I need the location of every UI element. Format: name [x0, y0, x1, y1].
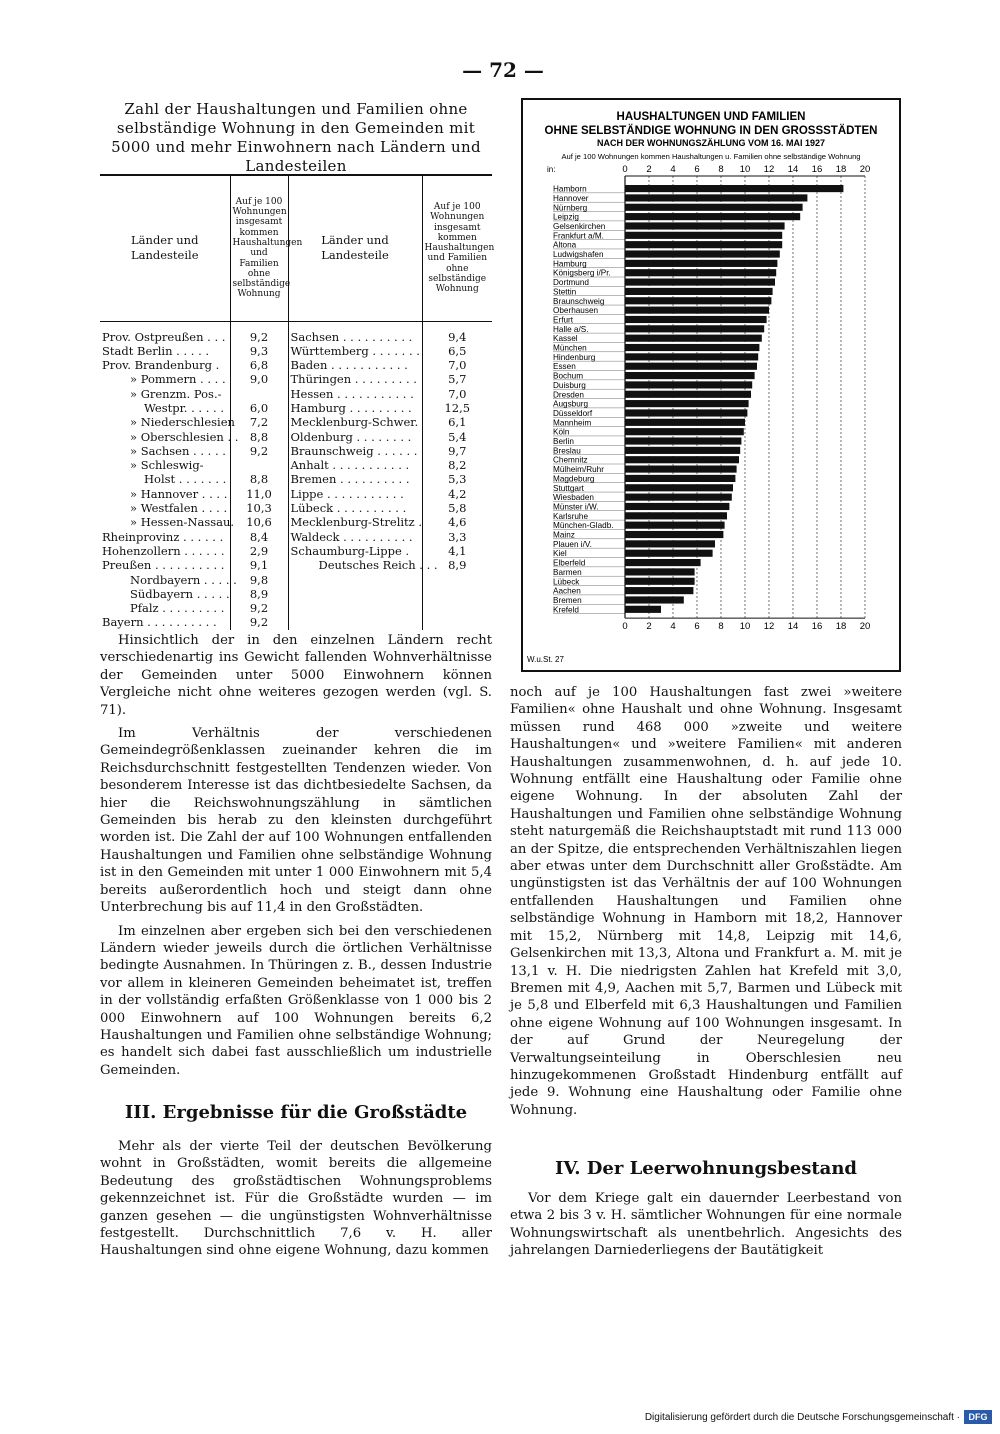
- chart-category-label: Braunschweig: [553, 296, 605, 306]
- cell-value-right: 7,0: [422, 358, 492, 372]
- chart-bar: [625, 353, 758, 360]
- chart-tick-label-bottom: 6: [694, 621, 700, 633]
- cell-name-right: Thüringen . . . . . . . . .: [288, 372, 422, 386]
- cell-name-left: » Oberschlesien . .: [130, 429, 239, 444]
- chart-category-label: Dortmund: [553, 278, 589, 288]
- chart-bar: [625, 391, 751, 398]
- cell-value-left: 2,9: [230, 544, 288, 558]
- cell-value-right: 8,9: [422, 558, 492, 572]
- chart-category-label: Plauen i/V.: [553, 539, 592, 549]
- chart-bar: [625, 606, 661, 613]
- cell-value-left: 9,8: [230, 573, 288, 587]
- table-row: [100, 544, 492, 558]
- col-header-name-right: Länder und Landesteile: [288, 175, 422, 321]
- cell-value-right: 5,8: [422, 501, 492, 515]
- chart-tick-label-bottom: 8: [718, 621, 724, 633]
- cell-name-right: Sachsen . . . . . . . . . .: [288, 330, 422, 344]
- cell-name-left: Preußen . . . . . . . . . .: [102, 558, 225, 573]
- cell-name-left: Rheinprovinz . . . . . .: [102, 529, 224, 544]
- chart-tick-label-bottom: 18: [835, 621, 847, 633]
- chart-subtitle: NACH DER WOHNUNGSZÄHLUNG VOM 16. MAI 1927: [596, 138, 826, 148]
- chart-bar: [625, 335, 762, 342]
- left-column-text: [100, 632, 492, 1085]
- cell-name-right: Baden . . . . . . . . . . .: [288, 358, 422, 372]
- right-column-text-2: [510, 1190, 902, 1266]
- chart-tick-label-top: 0: [622, 164, 628, 175]
- chart-category-label: Oberhausen: [553, 306, 599, 316]
- col-header-value-left: Auf je 100 Wohnungen insgesamt kommen Haushaltungen und Familien ohne selbständige Wohnung: [230, 175, 288, 321]
- cell-value-left: [230, 458, 288, 472]
- chart-category-label: Wiesbaden: [553, 493, 594, 503]
- chart-category-label: Köln: [553, 427, 570, 437]
- chart-category-labels: [553, 185, 625, 615]
- chart-tick-label-bottom: 20: [859, 621, 871, 633]
- chart-bar: [625, 447, 740, 454]
- chart-category-label: Kiel: [553, 549, 567, 559]
- table-row: [100, 444, 492, 458]
- cell-name-left: » Hannover . . . .: [130, 486, 228, 501]
- section-heading-4: IV. Der Leerwohnungsbestand: [554, 1158, 858, 1179]
- cell-name-right: Anhalt . . . . . . . . . . .: [288, 458, 422, 472]
- table-row: [100, 558, 492, 572]
- chart-category-label: Hamburg: [553, 259, 587, 269]
- chart-category-label: Ludwigshafen: [553, 250, 604, 259]
- cell-name-left: Südbayern . . . . .: [130, 586, 230, 601]
- chart-bar: [625, 204, 803, 211]
- chart-category-label: Aachen: [553, 586, 581, 596]
- cell-name-left: » Grenzm. Pos.-: [130, 386, 222, 401]
- cell-name-right: Lippe . . . . . . . . . . .: [288, 487, 422, 501]
- cell-name-right: Oldenburg . . . . . . . .: [288, 430, 422, 444]
- paragraph: Vor dem Kriege galt ein dauernder Leerbestand von etwa 2 bis 3 v. H. sämtlicher Wohnungen für eine normale Wohnungswirtschaft als unentbehrlich. Angesichts des jahrelangen Darniederliegens der Bautätigkeit: [510, 1191, 902, 1259]
- chart-tick-label-bottom: 10: [739, 621, 751, 633]
- chart-bar: [625, 250, 780, 257]
- chart-bar: [625, 344, 759, 351]
- cell-value-right: [422, 573, 492, 587]
- cell-value-left: 9,0: [230, 372, 288, 386]
- cell-name-right: Hessen . . . . . . . . . . .: [288, 387, 422, 401]
- cell-value-left: 9,2: [230, 444, 288, 458]
- chart-category-label: Nürnberg: [553, 203, 588, 213]
- chart-bar: [625, 522, 725, 529]
- chart-category-label: Erfurt: [553, 315, 574, 325]
- chart-category-label: Elberfeld: [553, 558, 586, 568]
- chart-bar: [625, 325, 764, 332]
- chart-category-label: Hamborn: [553, 184, 587, 194]
- right-column-text: [510, 684, 902, 1125]
- chart-category-label: Duisburg: [553, 380, 586, 390]
- cell-name-right: Mecklenburg-Strelitz .: [288, 515, 422, 529]
- chart-axis-label: Auf je 100 Wohnungen kommen Haushaltungen u. Familien ohne selbständige Wohnung: [561, 152, 861, 161]
- chart-category-label: Mülheim/Ruhr: [553, 465, 604, 475]
- chart-bar: [625, 363, 757, 370]
- cell-name-right: [288, 573, 422, 587]
- cell-value-right: 4,6: [422, 515, 492, 529]
- cell-name-right: Waldeck . . . . . . . . . .: [288, 530, 422, 544]
- chart-bar: [625, 232, 782, 239]
- chart-tick-label-top: 8: [718, 164, 724, 175]
- cell-value-right: 9,4: [422, 330, 492, 344]
- chart-category-label: Mannheim: [553, 418, 592, 428]
- cell-value-left: 10,6: [230, 515, 288, 529]
- cell-name-left: » Niederschlesien: [130, 415, 235, 430]
- chart-bar: [625, 222, 785, 229]
- table-row: [100, 530, 492, 544]
- bar-chart-box: [521, 98, 901, 672]
- chart-title-line1: HAUSHALTUNGEN UND FAMILIEN: [616, 111, 806, 123]
- chart-category-label: Düsseldorf: [553, 408, 593, 418]
- table-row: [100, 472, 492, 486]
- chart-bar: [625, 503, 729, 510]
- chart-category-label: Mainz: [553, 530, 575, 540]
- chart-bar: [625, 550, 713, 557]
- cell-name-left: Nordbayern . . . . .: [130, 572, 237, 587]
- cell-name-right: [288, 615, 422, 629]
- cell-value-right: [422, 601, 492, 615]
- chart-bar: [625, 475, 735, 482]
- cell-name-right: [288, 601, 422, 615]
- chart-bar: [625, 372, 755, 379]
- table-row: [100, 501, 492, 515]
- chart-bars: [625, 185, 843, 613]
- cell-name-left: » Pommern . . . .: [130, 372, 226, 387]
- paragraph: Im einzelnen aber ergeben sich bei den verschiedenen Ländern wieder jeweils durch die örtlichen Verhältnisse bedingte Ausnahmen. In Thüringen z. B., dessen Industrie vor allem in kleineren Gemeinden beheimatet ist, treffen in der vollständig erfaßten Größenklasse von 1 000 bis 2 000 Einwohnern auf 100 Wohnungen bereits 6,2 Haushaltungen und Familien ohne selbständige Wohnung; es handelt sich dabei fast ausschließlich um industrielle Gemeinden.: [100, 923, 492, 1078]
- table-row: [100, 387, 492, 401]
- chart-bar: [625, 307, 769, 314]
- chart-tick-label-top: 12: [763, 164, 775, 175]
- cell-value-right: 4,2: [422, 487, 492, 501]
- paragraph: Im Verhältnis der verschiedenen Gemeindegrößenklassen zueinander kehren die im Reichsdurchschnitt festgestellten Tendenzen wieder. Von besonderem Interesse ist das dichtbesiedelte Sachsen, da hier die Reichswohnungszählung in sämtlichen Gemeinden bis herab zu den kleinsten durchgeführt worden ist. Die Zahl der auf 100 Wohnungen entfallenden Haushaltungen und Familien ohne selbständige Wohnung ist in den Gemeinden mit unter 1 000 Einwohnern mit 5,4 bereits außerordentlich hoch und steigt dann ohne Unterbrechung bis auf 11,4 in den Großstädten.: [100, 726, 492, 916]
- chart-tick-label-bottom: 12: [763, 621, 775, 633]
- table-row: [100, 415, 492, 429]
- cell-value-right: 5,4: [422, 430, 492, 444]
- chart-bar: [625, 316, 767, 323]
- cell-value-left: 9,2: [230, 601, 288, 615]
- chart-bar: [625, 419, 745, 426]
- chart-category-label: Lübeck: [553, 577, 580, 587]
- chart-bar: [625, 241, 782, 248]
- cell-name-left: » Hessen-Nassau.: [130, 515, 235, 530]
- chart-category-label: Bochum: [553, 371, 584, 381]
- col-header-name-left: Länder und Landesteile: [100, 175, 230, 321]
- chart-tick-label-top: 2: [646, 164, 652, 175]
- chart-bar: [625, 494, 732, 501]
- chart-bar: [625, 466, 737, 473]
- chart-tick-label-bottom: 4: [670, 621, 676, 633]
- cell-value-left: 9,1: [230, 558, 288, 572]
- chart-category-label: Kassel: [553, 334, 578, 344]
- chart-category-label: Breslau: [553, 446, 581, 456]
- chart-bar: [625, 512, 727, 519]
- chart-category-label: Magdeburg: [553, 474, 595, 484]
- chart-tick-label-top: 16: [811, 164, 823, 175]
- chart-category-label: Hindenburg: [553, 352, 596, 362]
- page-number: — 72 —: [462, 58, 544, 82]
- table-row: [100, 515, 492, 529]
- chart-bar: [625, 185, 843, 192]
- cell-name-left: » Westfalen . . . .: [130, 501, 228, 516]
- cell-name-left: Prov. Ostpreußen . . .: [102, 329, 226, 344]
- chart-bar: [625, 428, 744, 435]
- chart-category-label: München-Gladb.: [553, 521, 614, 531]
- paragraph: noch auf je 100 Haushaltungen fast zwei »weitere Familien« ohne Haushalt und ohne Wohnung. Insgesamt müssen rund 468 000 »zweite und weitere Haushaltungen« und »weitere Familien« mit anderen Haushaltungen zusammenwohnen, d. h. auf jede 10. Wohnung entfällt eine Haushaltung oder Familie ohne eigene Wohnung. In der absoluten Zahl der Haushaltungen und Familien ohne selbständige Wohnung steht naturgemäß die Reichshauptstadt mit rund 113 000 an der Spitze, die entsprechenden Verhältniszahlen liegen aber etwas unter dem Durchschnitt aller Großstädte. Am ungünstigsten ist das Verhältnis der auf 100 Wohnungen entfallenden Haushaltungen und Familien ohne selbständige Wohnung in Hamborn mit 18,2, Hannover mit 15,2, Nürnberg mit 14,8, Leipzig mit 14,6, Gelsenkirchen mit 13,3, Altona und Frankfurt a. M. mit je 13,1 v. H. Die niedrigsten Zahlen hat Krefeld mit 3,0, Bremen mit 4,9, Aachen mit 5,7, Barmen und Lübeck mit je 5,8 und Elberfeld mit 6,3 Haushaltungen und Familien ohne eigene Wohnung auf 100 Wohnungen insgesamt. In der auf Grund der Neuregelung der Verwaltungseinteilung in Oberschlesien neu hinzugekommenen Großstadt Hindenburg entfällt auf jede 9. Wohnung eine Haushaltung oder Familie ohne Wohnung.: [510, 685, 902, 1118]
- chart-bar: [625, 400, 749, 407]
- cell-value-left: 9,3: [230, 344, 288, 358]
- cell-name-left: Prov. Brandenburg .: [102, 358, 220, 373]
- cell-name-right: Bremen . . . . . . . . . .: [288, 472, 422, 486]
- chart-category-label: Gelsenkirchen: [553, 221, 606, 231]
- chart-bar: [625, 288, 773, 295]
- cell-name-right: Lübeck . . . . . . . . . .: [288, 501, 422, 515]
- chart-category-label: Königsberg i/Pr.: [553, 268, 611, 278]
- chart-bar: [625, 279, 775, 286]
- cell-value-left: 8,8: [230, 430, 288, 444]
- chart-bar: [625, 437, 741, 444]
- cell-value-right: 9,7: [422, 444, 492, 458]
- cell-value-left: 8,8: [230, 472, 288, 486]
- chart-bar: [625, 568, 695, 575]
- cell-value-right: 4,1: [422, 544, 492, 558]
- cell-name-left: Stadt Berlin . . . . .: [102, 343, 210, 358]
- chart-bar: [625, 484, 733, 491]
- section-heading-3: III. Ergebnisse für die Großstädte: [124, 1102, 468, 1123]
- cell-name-left: » Schleswig-: [130, 458, 204, 473]
- cell-name-left: » Sachsen . . . . .: [130, 443, 226, 458]
- cell-name-right: Hamburg . . . . . . . . .: [288, 401, 422, 415]
- cell-value-right: [422, 615, 492, 629]
- cell-value-right: 5,3: [422, 472, 492, 486]
- cell-name-right: Braunschweig . . . . . .: [288, 444, 422, 458]
- chart-category-label: Essen: [553, 362, 576, 372]
- chart-bar: [625, 213, 800, 220]
- cell-value-left: 8,4: [230, 530, 288, 544]
- chart-bar: [625, 194, 807, 201]
- chart-category-label: Karlsruhe: [553, 511, 589, 521]
- cell-name-left: Westpr. . . . . .: [144, 400, 225, 415]
- table-row: [100, 330, 492, 344]
- chart-tick-label-bottom: 14: [787, 621, 799, 633]
- chart-tick-label-top: 10: [739, 164, 751, 175]
- chart-tick-label-top: 18: [835, 164, 847, 175]
- table-row: [100, 573, 492, 587]
- dfg-logo: DFG: [964, 1410, 992, 1424]
- chart-tick-label-bottom: 2: [646, 621, 652, 633]
- chart-category-label: Hannover: [553, 193, 589, 203]
- cell-value-right: 8,2: [422, 458, 492, 472]
- cell-value-right: 3,3: [422, 530, 492, 544]
- cell-value-right: [422, 587, 492, 601]
- footer-credit: Digitalisierung gefördert durch die Deutsche Forschungsgemeinschaft ·: [644, 1412, 960, 1423]
- chart-bar: [625, 578, 695, 585]
- chart-bar: [625, 260, 777, 267]
- chart-bar: [625, 269, 776, 276]
- cell-name-left: Holst . . . . . . .: [144, 472, 227, 487]
- cell-value-left: 9,2: [230, 615, 288, 629]
- chart-category-label: Barmen: [553, 567, 582, 577]
- cell-name-right: Mecklenburg-Schwer.: [288, 415, 422, 429]
- chart-tick-label-bottom: 16: [811, 621, 823, 633]
- cell-value-left: 10,3: [230, 501, 288, 515]
- chart-category-label: Stettin: [553, 287, 577, 297]
- chart-title-line2: OHNE SELBSTÄNDIGE WOHNUNG IN DEN GROSSSTÄDTEN: [544, 125, 878, 137]
- chart-category-label: Münster i/W.: [553, 502, 599, 512]
- cell-value-left: 6,0: [230, 401, 288, 415]
- cell-value-left: 11,0: [230, 487, 288, 501]
- chart-bar: [625, 297, 771, 304]
- chart-category-label: Augsburg: [553, 399, 589, 409]
- cell-name-right: Württemberg . . . . . . .: [288, 344, 422, 358]
- chart-bar: [625, 456, 739, 463]
- cell-name-left: Bayern . . . . . . . . . .: [102, 615, 217, 630]
- table-row: [100, 615, 492, 629]
- cell-value-left: 6,8: [230, 358, 288, 372]
- cell-value-right: 7,0: [422, 387, 492, 401]
- chart-tick-label-top: 6: [694, 164, 700, 175]
- chart-category-label: Bremen: [553, 595, 582, 605]
- chart-bar: [625, 381, 752, 388]
- cell-value-left: 7,2: [230, 415, 288, 429]
- cell-value-right: 6,5: [422, 344, 492, 358]
- chart-tick-label-top: 20: [859, 164, 871, 175]
- chart-axis-unit: in:: [547, 165, 556, 174]
- col-header-value-right: Auf je 100 Wohnungen insgesamt kommen Haushaltungen und Familien ohne selbständige Wohnung: [422, 175, 492, 321]
- paragraph: Hinsichtlich der in den einzelnen Ländern recht verschiedenartig ins Gewicht fallenden Wohnverhältnisse der Gemeinden unter 5000 Einwohnern können Vergleiche nicht ohne weiteres gezogen werden (vgl. S. 71).: [100, 633, 492, 718]
- chart-category-label: Chemnitz: [553, 455, 588, 465]
- table-body: [100, 321, 492, 630]
- chart-category-label: Dresden: [553, 390, 584, 400]
- chart-category-label: Halle a/S.: [553, 324, 589, 334]
- chart-category-label: München: [553, 343, 587, 353]
- chart-tick-label-bottom: 0: [622, 621, 628, 633]
- chart-bar: [625, 596, 684, 603]
- laender-table: [100, 174, 495, 630]
- table-row: [100, 358, 492, 372]
- chart-category-label: Krefeld: [553, 605, 579, 615]
- cell-value-right: 6,1: [422, 415, 492, 429]
- chart-tick-label-top: 14: [787, 164, 799, 175]
- table-title: Zahl der Haushaltungen und Familien ohne selbständige Wohnung in den Gemeinden mit 5000 und mehr Einwohnern nach Ländern und Landesteilen: [111, 100, 481, 175]
- cell-name-right: Deutsches Reich . . .: [288, 558, 422, 572]
- table-row: [100, 430, 492, 444]
- paragraph: Mehr als der vierte Teil der deutschen Bevölkerung wohnt in Großstädten, womit bereits die allgemeine Bedeutung des großstädtischen Wohnungsproblems gekennzeichnet ist. Für die Großstädte wurden — im ganzen gesehen — die ungünstigsten Wohnverhältnisse festgestellt. Durchschnittlich 7,6 v. H. aller Haushaltungen sind ohne eigene Wohnung, dazu kommen: [100, 1139, 492, 1259]
- chart-category-label: Altona: [553, 240, 577, 250]
- chart-tick-label-top: 4: [670, 164, 676, 175]
- chart-bar: [625, 559, 701, 566]
- chart-source: W.u.St. 27: [527, 655, 564, 664]
- cell-value-right: 5,7: [422, 372, 492, 386]
- cell-name-right: Schaumburg-Lippe .: [288, 544, 422, 558]
- table-row: [100, 587, 492, 601]
- chart-category-label: Berlin: [553, 437, 574, 446]
- table-row: [100, 601, 492, 615]
- cell-value-right: 12,5: [422, 401, 492, 415]
- chart-bar: [625, 409, 747, 416]
- cell-name-left: Hohenzollern . . . . . .: [102, 543, 225, 558]
- cell-value-left: [230, 387, 288, 401]
- table-row: [100, 344, 492, 358]
- chart-bar: [625, 587, 693, 594]
- chart-bar: [625, 531, 723, 538]
- cell-name-left: Pfalz . . . . . . . . .: [130, 601, 225, 616]
- left-column-text-2: [100, 1138, 492, 1266]
- cell-value-left: 8,9: [230, 587, 288, 601]
- chart-category-label: Leipzig: [553, 212, 579, 222]
- table-row: [100, 487, 492, 501]
- table-row: [100, 372, 492, 386]
- table-row: [100, 458, 492, 472]
- chart-category-label: Frankfurt a/M.: [553, 231, 604, 241]
- chart-bar: [625, 540, 715, 547]
- table-row: [100, 401, 492, 415]
- cell-name-right: [288, 587, 422, 601]
- cell-value-left: 9,2: [230, 330, 288, 344]
- bar-chart: [523, 100, 899, 670]
- chart-category-label: Stuttgart: [553, 483, 584, 493]
